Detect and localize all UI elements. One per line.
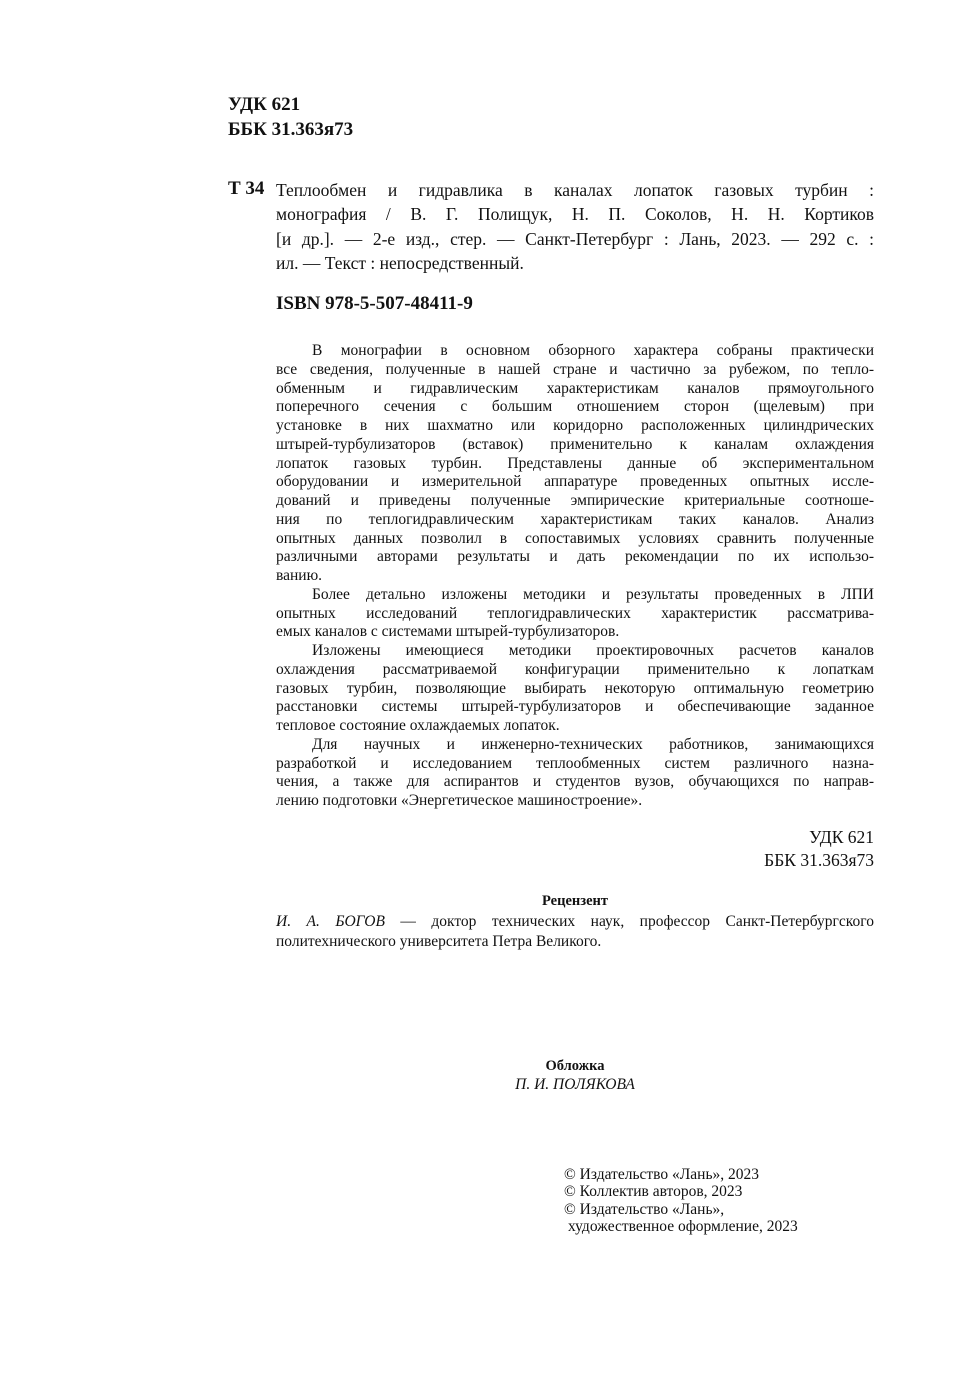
abstract-line: поперечного сечения с большим отношением сторон (щелевым) при <box>276 398 874 416</box>
abstract-line: ния по теплогидравлическим характеристикам таких каналов. Анализ <box>276 510 874 528</box>
copyright-line: © Издательство «Лань», <box>564 1200 725 1218</box>
isbn: ISBN 978-5-507-48411-9 <box>276 293 473 314</box>
copyright-line: художественное оформление, 2023 <box>568 1217 798 1235</box>
abstract-line: установке в них шахматно или коридорно расположенных цилиндрических <box>276 417 874 434</box>
abstract-line: разработкой и исследованием теплообменных систем различного назна- <box>276 754 874 772</box>
biblio-line: [и др.]. — 2-е изд., стер. — Санкт-Петербург : Лань, 2023. — 292 с. : <box>276 228 874 249</box>
classification-block <box>228 92 353 142</box>
abstract-line: В монографии в основном обзорного характера собраны практически <box>312 342 874 359</box>
bibliographic-record <box>276 178 874 275</box>
abstract-line: расстановки системы штырей-турбулизаторов и обеспечивающие заданное <box>276 698 874 716</box>
abstract-line: лопаток газовых турбин. Представлены данные об экспериментальном <box>276 454 874 472</box>
biblio-line: ил. — Текст : непосредственный. <box>276 252 524 273</box>
abstract-line: тепловое состояние охлаждаемых лопаток. <box>276 717 560 734</box>
abstract-line: Более детально изложены методики и результаты проведенных в ЛПИ <box>312 585 874 603</box>
reviewer-name: И. А. БОГОВ <box>276 913 385 930</box>
copyright-line: © Коллектив авторов, 2023 <box>564 1183 743 1201</box>
bbk-code: ББК 31.363я73 <box>764 850 874 870</box>
cover-heading: Обложка <box>545 1058 605 1074</box>
abstract-line: различными авторами результаты и дать рекомендации по их использо- <box>276 548 874 566</box>
abstract-line: все сведения, полученные в нашей стране и частично за рубежом, по тепло- <box>276 360 874 378</box>
abstract <box>276 342 874 811</box>
biblio-line: Теплообмен и гидравлика в каналах лопаток газовых турбин : <box>276 180 874 200</box>
copyright-block <box>564 1166 798 1235</box>
reviewer-info <box>276 912 874 952</box>
abstract-line: опытных исследований теплогидравлических характеристик рассматрива- <box>276 604 874 622</box>
cover-designer: П. И. ПОЛЯКОВА <box>515 1076 635 1093</box>
abstract-line: обменным и гидравлическим характеристикам каналов прямоугольного <box>276 379 874 397</box>
abstract-line: опытных данных позволил в сопоставимых условиях сравнить полученные <box>276 529 874 547</box>
abstract-line: лению подготовки «Энергетическое машиностроение». <box>276 792 643 809</box>
author-sign: Т 34 <box>228 178 265 199</box>
abstract-line: оборудовании и измерительной аппаратуре проведенных опытных иссле- <box>276 473 874 491</box>
abstract-line: ванию. <box>276 567 323 584</box>
abstract-line: Изложены имеющиеся методики проектировочных расчетов каналов <box>312 642 874 659</box>
biblio-line: монография / В. Г. Полищук, Н. П. Соколов, Н. Н. Кортиков <box>276 204 874 225</box>
classification-block-repeat <box>764 826 874 872</box>
abstract-line: емых каналов с системами штырей-турбулизаторов. <box>276 623 620 641</box>
abstract-line: Для научных и инженерно-технических работников, занимающихся <box>312 735 874 753</box>
reviewer-credentials: — доктор технических наук, профессор Санкт-Петербургского <box>384 913 874 930</box>
udk-code: УДК 621 <box>228 94 301 115</box>
abstract-line: газовых турбин, позволяющие выбирать некоторую оптимальную геометрию <box>276 679 874 697</box>
reviewer-heading: Рецензент <box>542 893 608 909</box>
abstract-line: охлаждения рассматриваемой конфигурации применительно к лопаткам <box>276 660 874 678</box>
abstract-line: штырей-турбулизаторов (вставок) применительно к каналам охлаждения <box>276 435 874 453</box>
abstract-line: чения, а также для аспирантов и студентов вузов, обучающихся по направ- <box>276 773 874 791</box>
copyright-line: © Издательство «Лань», 2023 <box>564 1166 760 1183</box>
reviewer-line <box>276 912 874 932</box>
udk-code: УДК 621 <box>809 827 874 847</box>
reviewer-line: политехнического университета Петра Великого. <box>276 933 602 950</box>
bbk-code: ББК 31.363я73 <box>228 119 354 140</box>
abstract-line: дований и приведены полученные эмпирические критериальные соотноше- <box>276 492 874 509</box>
